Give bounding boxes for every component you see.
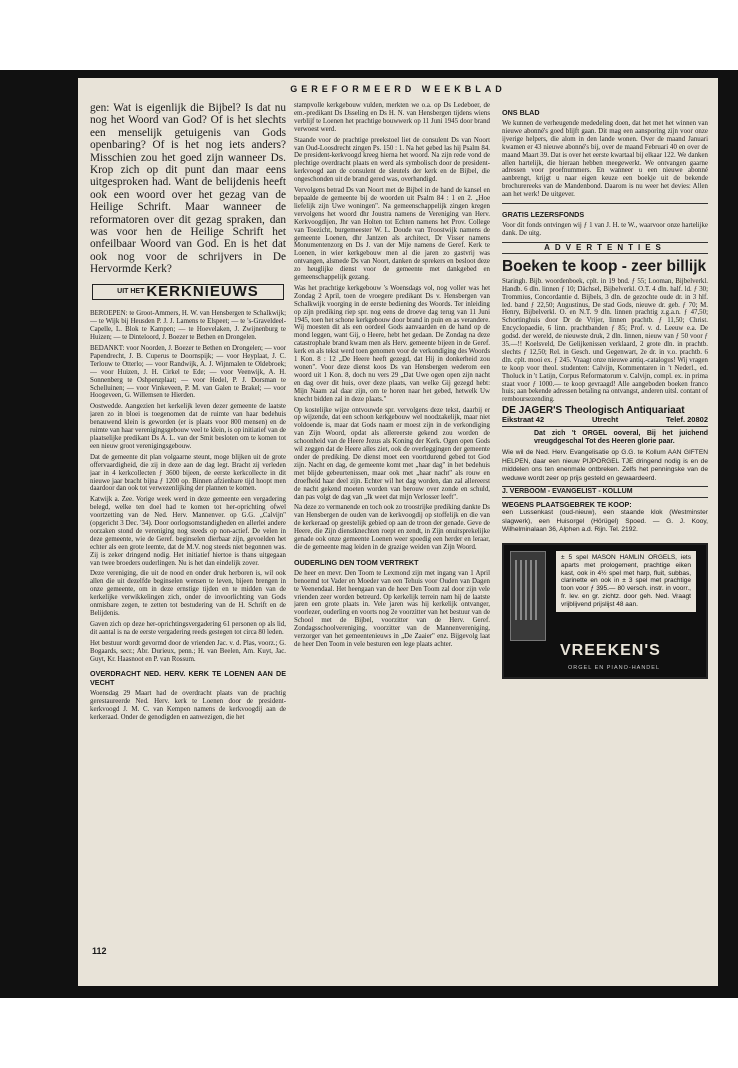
advertenties-banner: ADVERTENTIES bbox=[502, 242, 708, 254]
orgel-verse: Dat zich 't ORGEL ooveral, Bij het juichend vreugdgeschal Tot des Heeren glorie paar. bbox=[534, 430, 708, 446]
column-right bbox=[502, 102, 708, 982]
article-paragraph: Op kostelijke wijze ontvouwde spr. vervolgens deze tekst, daarbij er op wijzende, dat een schoon kerkgebouw wel noodzakelijk, maar niet voldoende is, maar dat Gods naam er moest zijn in de verkondiging van Zijn Woord, opdat als allereerste gekend zou worden de schoonheid van de Heere Jezus als Koning der Kerk. Ogen open Gods wil zeggen dat de Heere alles ziet, ook de overleggingen der gemeente onder de prediking. De dienst moet een voortdurend gebed tot God zijn. Nacht en dag, de gemeente komt met „haar dag" in het bedehuis met blijde gebeurtenissen, maar ook met „haar nacht" als rouw en droefheid haar deel zijn. Echter wil het dag worden, dan zal allereerst de nacht gekend moeten worden van berouw over zonde en schuld, dan pas volgt de dag van „Ik weet dat mijn Verlosser leeft". bbox=[294, 406, 490, 501]
wegens-text: een Lussenkast (oud-nieuw), een staande klok (Westminster slagwerk), een Huisorgel (Hörügel) Spoed. — G. J. Kooy, Wilhelminalaan 36, Alphen a.d. Rijn. Tel. 2192. bbox=[502, 509, 708, 534]
column-left bbox=[90, 102, 286, 938]
vreekens-ad bbox=[502, 543, 708, 679]
dejager-city: Utrecht bbox=[591, 415, 619, 425]
scan-background bbox=[0, 70, 738, 998]
article-paragraph: Deze vereniging, die uit de nood en onder druk herboren is, wil ook allen die uit dezelfde beginselen wensen te leven, bijeen brengen in onze gemeente, om in deze ernstige tijden en te midden van de kerkelijke verwikkelingen zich, onder de invoorlichting van Gods onmisbare zegen, te zetten tot bestudering van de H. Schrift en de Belijdenis. bbox=[90, 570, 286, 617]
section-heading-lezersfonds: GRATIS LEZERSFONDS bbox=[502, 210, 585, 220]
article-paragraph: stampvolle kerkgebouw vulden, merkten we o.a. op Ds Ledeboer, de em.-predikant Ds IJsseling en Ds H. N. van Hensbergen tijdens wiens verblijf te Loenen het prachtige bouwwerk op 11 Juni 1945 door brand verwoest werd. bbox=[294, 102, 490, 133]
organ-illustration bbox=[510, 551, 546, 641]
lead-paragraph: gen: Wat is eigenlijk die Bijbel? Is dat nu nog het Woord van God? Of is het slechts een menselijk getuigenis van Gods openbaring? Of is het nog iets anders? Misschien zou het goed zijn wanneer Ds. Krop zich op dit punt dan maar eens uitgesproken had. Want de belijdenis heeft ook een woord over het gezag van de Heilige Schrift. Maar wanneer de reformatoren over dit gezag spraken, dan was voor hen de Heilige Schrift het onfeilbaar Woord van God. En is het dat ook nog voor de schrijvers in De Hervormde Kerk? bbox=[90, 102, 286, 276]
boeken-ad-title: Boeken te koop - zeer billijk bbox=[502, 257, 707, 275]
section-heading-den-toom: OUDERLING DEN TOOM VERTREKT bbox=[294, 557, 419, 567]
section-heading-ons-blad: ONS BLAD bbox=[502, 108, 540, 117]
article-paragraph: De heer en mevr. Den Toom te Lexmond zijn met ingang van 1 April benoemd tot Vader en Moeder van een Tehuis voor Ouden van Dagen te Veenendaal. Het heengaan van de heer Den Toom zal door zijn vele vrienden zeer worden betreurd. Op kerkelijk terrein nam hij de laatste jaren een grote plaats in. Vele jaren was hij kerkelijk ontvanger, voorlezer, ouderling en voorts nog 2e voorzitter van het bestuur van de School met de Bijbel, voorzitter van de Herv. Geref. Zondagsschoolvereniging, voorzitter van de Mannenvereniging, verzorger van het gemeentenieuws in „De Zaaier" enz. Bijgevolg laat de heer Den Toom in vele besturen een lege plaats achter. bbox=[294, 569, 490, 648]
article-paragraph: Staande voor de prachtige preekstoel liet de consulent Ds van Noort van Oud-Loosdrecht zingen Ps. 150 : 1. Na het gebed las hij Psalm 84. De president-kerkvoogd kreeg hierna het woord. Na zijn rede vond de plechtige overdracht plaats en werd als symbolisch door de president-kerkvoogd aan de consulent de sleutels der kerk en de Bijbel, die ongeschonden uit de brand gered was, overhandigd. bbox=[294, 136, 490, 184]
dejager-street: Eikstraat 42 bbox=[502, 415, 545, 425]
article-paragraph: Woensdag 29 Maart had de overdracht plaats van de prachtig gerestaureerde Ned. Herv. kerk te Loenen door de president-kerkvoogd J. M. C. van Kempen namens de kerkvoogdij aan de kerkeraad. Onder de genodigden en aanwezigen, die het bbox=[90, 690, 286, 722]
article-paragraph: Katwijk a. Zee. Vorige week werd in deze gemeente een vergadering belegd, welke ten doel had te komen tot her-oprichting ofwel voortzetting van de Ned. Herv. Mannenver. op G.G. „Calvijn" (opgericht 3 Dec. '34). Door oorlogsomstandigheden en allerlei andere oorzaken stond de vereniging nog steeds op non-actief. De velen in deze gemeente, wie de Geref. beginselen dierbaar zijn, gevoelden het echter als een grote leemte, dat de M.V. nog steeds niet begonnen was. Zij is zeker dringend nodig. Het initiatief hiertoe is thans uitgegaan van twee broeders ouderlingen. Nu is het dan eindelijk zover. bbox=[90, 496, 286, 567]
vreekens-subtitle: ORGEL EN PIANO-HANDEL bbox=[568, 665, 661, 672]
newspaper-page bbox=[78, 78, 718, 986]
divider bbox=[502, 203, 708, 204]
article-paragraph: Dat de gemeente dit plan volgaarne steunt, moge blijken uit de grote offervaardigheid, die zij in deze aan de dag legt. Bracht zij verleden jaar in 4 kerkcollecten ƒ 3600 bijeen, de eerste kerkcollecte in dit nieuwe jaar bracht bijna ƒ 1200 op. Binnen afzienbare tijd hoopt men daardoor dan ook tot verwezenlijking der plannen te komen. bbox=[90, 453, 286, 493]
vreekens-ad-text: ± 5 spel MASON HAMLIN ORGELS, iets aparts met prologement, prachtige eiken kast, ook in 4½ spel met harp, fluit, subbas, clarinette en ook in ± 3 spel met prachtige toon voor ƒ 395.— 80 versch. instr. in voorr., fr. lev. en gr. zichtz. door geh. Ned. Vraagt vrijblijvend prijslijst 48 aan. bbox=[556, 551, 696, 612]
verboom-signature: J. VERBOOM - EVANGELIST - KOLLUM bbox=[502, 486, 708, 498]
article-paragraph: BEDANKT: voor Noorden, J. Boezer te Bethen en Drongelen; — voor Papendrecht, J. B. Cuperus te Doornspijk; — voor Heyplaat, J. C. Terlouw te Otterlo; — voor Randwijk, A. J. Wijnmalen te Oldebroek; — voor Huizen, J. H. Cirkel te Ede; — voor Veenwijk, A. H. Sonnenberg te Oshpenzplaat; — voor Hedel, P. J. Dorsman te Schelluinen; — voor Vinkeveen, P. M. van Galen te Brakel; — voor Hoogeveen, G. Willemsen te Hierden. bbox=[90, 345, 286, 400]
wegens-title: WEGENS PLAATSGEBREK TE KOOP: bbox=[502, 500, 632, 510]
kerknieuws-title: KERKNIEUWS bbox=[146, 282, 259, 300]
vreekens-logo: VREEKEN'S bbox=[560, 642, 661, 660]
article-paragraph: Oostwedde. Aangezien het kerkelijk leven dezer gemeente de laatste jaren zo in bloei is toegenomen dat de ruimte van haar bedehuis benauwend klein is geworden (er is plaats voor 800 mensen) en de ruimte van haar verenigingsgebouw veel te klein, is op initiatief van de plaatselijke predikant Ds A. L. van der Smit besloten om te komen tot een nieuw groot verenigingsgebouw. bbox=[90, 403, 286, 450]
page-header: GEREFORMEERD WEEKBLAD bbox=[290, 84, 506, 94]
article-paragraph: Vervolgens betrad Ds van Noort met de Bijbel in de hand de kansel en bepaalde de gemeente bij de woorden uit Psalm 84 : 1 en 2. „Hoe liefelijk zijn Uwe woningen". Na gemeenschappelijk zingen kregen vervolgens het woord dhr Joustra namens de Vereniging van Herv. Kerkvoogdijen, Jhr van Holten tot Echten namens het Prov. College van Toezicht, burgemeester W. L. Doude van Troostwijk namens de gemeente Loenen, dhr Jantzen als architect, Dr Visser namens Monumentenzorg en Ds J. van der Mije namens de Geref. Kerk te Loenen, in wier kerkgebouw men al die jaren zo gastvrij was ontvangen, alsmede Ds van Noort, danken de sprekers en besloot deze zo heuglijke dienst voor de gemeente met dankgebed en gemeenschappelijk gezang. bbox=[294, 187, 490, 282]
column-middle bbox=[294, 102, 490, 982]
dejager-title: DE JAGER'S Theologisch Antiquariaat bbox=[502, 405, 685, 417]
dejager-address bbox=[502, 416, 708, 427]
article-paragraph: Na deze zo vermanende en toch ook zo troostrijke prediking dankte Ds van Hensbergen de ouden van de kerkvoogdij op stoffelijk en die van de kerkeraad op geestelijk gebied op aan de troon der genade. Geve de Heere, die Zijn dienstknechten roept en zendt, in Zijn onuitsprekelijke genade ook onze gemeente Loenen weer spoedig een herder en leraar, die de gemeente mag leiden in de grazige weiden van Zijn Woord. bbox=[294, 504, 490, 551]
article-paragraph: We kunnen de verheugende mededeling doen, dat het met het winnen van nieuwe abonné's goed blijft gaan. Dit mag een aansporing zijn voor onze ijverige helpers, die alom in den lande wonen. Over de maand Januari kwamen er 43 nieuwe abonné's bij, over de maand Februari 40 en over de maand Maart 39. Dat is over het eerste kwartaal bij elkaar 122. We danken allen hartelijk, die hieraan hebben meegewerkt. We ontvangen gaarne adressen voor proefnummers. En wanneer u een nieuwe abonné aanbrengt, krijgt u naar eigen keuze een boekje uit de bekende brochurereeks van de Mandenbond. Daarom is nu weer het devies: Allen aan het werk! De uitgever. bbox=[502, 120, 708, 199]
kerknieuws-prefix: UIT HET bbox=[117, 287, 145, 295]
dejager-phone: Telef. 20802 bbox=[666, 415, 708, 425]
kerknieuws-heading bbox=[92, 284, 284, 301]
boeken-ad-text: Staringh. Bijb. woordenboek, cplt. in 19 bnd. ƒ 55; Looman, Bijbelverkl. Handb. 6 dln. linnen ƒ 10; Dächsel, Bijbelverkl. O.T. 4 dln. half. ld. ƒ 30; Trommius, Concordantie d. Bijbels, 3 dln. de gezochte oude dr. in 3 hlf. led. band ƒ 22,50; Augustinus, De stad Gods, nieuwe dr. geb. ƒ 70; M. Henry, Bijbelverkl. O. en N.T. 9 dln. linnen prachtig z.g.a.n. ƒ 47,50; Schortinghuis door Dr de Vrijer, linnen prachtb. ƒ 11,50; Christ. Encyclopaedie, 6 linn. prachtbanden ƒ 85; Prof. v. d. Leeuw e.a. De godsd. der wereld, de nieuwste druk, 2 dln. linnen, nieuw van ƒ 50 voor ƒ 35.—!! Koelsveld, De Gelijkenissen verklaard, 2 grote dln. in prachtb. slechts ƒ 12,50; Rel. in Gesch. und Gegenwart, 2e dr. in v.o. prachtb. 6 dln. cplt. mooi ex. ƒ 245. Vraagt onze nieuwe antiq.-catalogus! Wij vragen te koop voor theol. studenten: Calvijn, Kommentaren in 't Nederl., ed. Tholuck in 't Latijn, Corpus Reformatorum v. Calvijn, compl. ex. in prima staat voor ƒ 1000.— te koop gevraagd! Alle aangeboden boeken franco huis; aan bekende adressen betaling na ontvangst, anderen uitsl. contant of remboursezending. bbox=[502, 277, 708, 404]
orgel-appeal: Wie wil de Ned. Herv. Evangelisatie op G.G. te Kollum AAN GIFTEN HELPEN, daar een nieuw PIJPORGEL TJE dringend nodig is en de middelen ons ten enenmale ontbreken. Zelfs het penningske van de weduwe wordt zeer op prijs gesteld en gewaardeerd. bbox=[502, 449, 708, 482]
article-paragraph: Voor dit fonds ontvingen wij ƒ 1 van J. H. te W., waarvoor onze hartelijke dank. De uitg. bbox=[502, 222, 708, 237]
section-heading-loenen: OVERDRACHT NED. HERV. KERK TE LOENEN AAN DE VECHT bbox=[90, 669, 286, 688]
article-paragraph: Was het prachtige kerkgebouw 's Woensdags vol, nog voller was het Zondag 2 April, toen de vroegere predikant Ds v. Hensbergen van Schalkwijk voorging in de eerste bediening des Woords. Ter inleiding op zijn prediking riep spr. nog eens de droeve dag terug van 11 Juni 1945, toen het schone kerkgebouw door brand in puin en as verandere. Wij moesten dit als een oordeel Gods aanvaarden en de hand op de mond leggen, want Gij, o Heere, hebt het gedaan. De Zondag na deze catastrophale brand kwam men als Herv. gemeente bijeen in de Geref. kerk en als tekst werd toen genomen voor de verkondiging des Woords 1 Kon. 8 : 12 „De Heere heeft gezegd, dat Hij in donkerheid zou wonen". Voor deze dienst koos Ds van Hensbergen wederom een woord uit 1 Kon. 8, doch nu vers 29 „Dat Uwe ogen open zijn nacht en dag over dit huis, over deze plaats, van welke Gij gezegd hebt: Mijn Naam zal daar zijn, om te horen naar het gebed, hetwelk Uw knecht bidden zal in deze plaats." bbox=[294, 284, 490, 403]
page-number: 112 bbox=[92, 946, 107, 956]
article-paragraph: Gaven zich op deze her-oprichtingsvergadering 61 personen op als lid, dit aantal is na de eerste vergadering reeds gestegen tot circa 80 leden. bbox=[90, 620, 286, 636]
article-paragraph: BEROEPEN: te Groot-Ammers, H. W. van Hensbergen te Schalkwijk; — te Wijk bij Heusden P. J. J. Lamens te Elspeet; — te 's-Graveldeel-Capelle, L. Blok te Kampen; — te Hoevelaken, J. Zwijnenburg te Huizen; — te Dinteloord, J. Boezer te Bethen en Drongelen. bbox=[90, 310, 286, 342]
article-paragraph: Het bestuur wordt gevormd door de vrienden Jac. v. d. Plas, voorz.; G. Bogaards, secr.; Abr. Durieux, penn.; H. van Beelen, Am. Kuyt, Jac. Guyt, Kr. Haasnoot en P. van Rossum. bbox=[90, 639, 286, 663]
